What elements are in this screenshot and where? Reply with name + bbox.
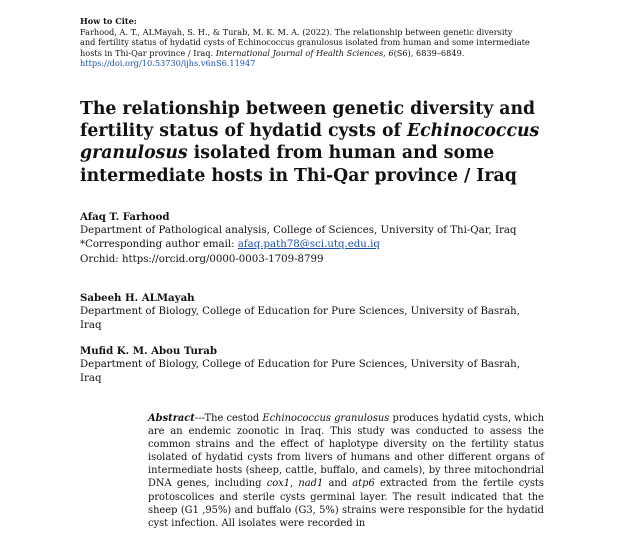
abstract-text: ---The cestod: [194, 413, 263, 424]
citation-block: [80, 16, 530, 69]
title-part1: The relationship between genetic diversity and fertility status of hydatid cysts of: [80, 99, 536, 142]
abstract-text: extracted from the fertile cysts protoscolices and sterile cysts germinal layer. The result indicated that the sheep (G1 ,95%) and buffalo (G3, 5%) strains were responsible for the hydatid cyst infection. All isolates were recorded in: [148, 478, 544, 529]
author-affiliation: Department of Pathological analysis, College of Sciences, University of Thi-Qar, Iraq: [80, 225, 517, 237]
author-orcid: Orchid: https://orcid.org/0000-0003-1709-8799: [80, 253, 324, 265]
abstract-text: ,: [290, 478, 299, 490]
abstract-text: produces hydatid cysts, which are an endemic zoonotic in Iraq. This study was conducted to assess the common strains and the effect of haplotype diversity on the fertility status isolated of hydatid cysts from livers of humans and other different organs of intermediate hosts (sheep, cattle, buffalo, and camels), by three mitochondrial DNA genes, including: [148, 413, 544, 490]
paper-title: [80, 98, 560, 187]
title-part2: isolated from human and some intermediate hosts in Thi-Qar province / Iraq: [80, 143, 517, 186]
gene-cox1: cox1: [266, 478, 291, 490]
author-block-1: [80, 210, 540, 267]
doi-link[interactable]: https://doi.org/10.53730/ijhs.v6nS6.11947: [80, 58, 256, 69]
citation-body: Farhood, A. T., ALMayah, S. H., & Turab, M. K. M. A. (2022). The relationship between genetic diversity and fertility status of hydatid cysts of Echinococcus granulosus isolated from human and some intermediate hosts in Thi-Qar province / Iraq.: [80, 26, 530, 58]
author-name: Afaq T. Farhood: [80, 211, 170, 223]
citation-heading: How to Cite:: [80, 16, 137, 26]
abstract-text: and: [323, 478, 353, 490]
abstract: [148, 412, 544, 530]
author-affiliation: Department of Biology, College of Education for Pure Sciences, University of Basrah, Iraq: [80, 359, 520, 385]
author-name: Mufid K. M. Abou Turab: [80, 345, 217, 357]
citation-text: [80, 27, 530, 69]
citation-issue: (S6), 6839–6849.: [393, 47, 465, 58]
author-name: Sabeeh H. ALMayah: [80, 292, 195, 304]
gene-atp6: atp6: [352, 478, 375, 490]
title-genus: Echinococcus granulosus: [80, 121, 540, 164]
email-label: *Corresponding author email:: [80, 239, 238, 251]
author-block-2: [80, 291, 540, 334]
author-email-line: [80, 238, 540, 252]
author-email-link[interactable]: afaq.path78@sci.utq.edu.iq: [237, 239, 380, 251]
citation-journal: International Journal of Health Sciences, 6: [215, 47, 394, 58]
abstract-genus: Echinococcus granulosus: [262, 413, 390, 424]
author-block-3: [80, 344, 540, 387]
abstract-lead: Abstract: [148, 413, 195, 424]
gene-nad1: nad1: [298, 478, 324, 490]
author-affiliation: Department of Biology, College of Education for Pure Sciences, University of Basrah, Iraq: [80, 306, 520, 332]
